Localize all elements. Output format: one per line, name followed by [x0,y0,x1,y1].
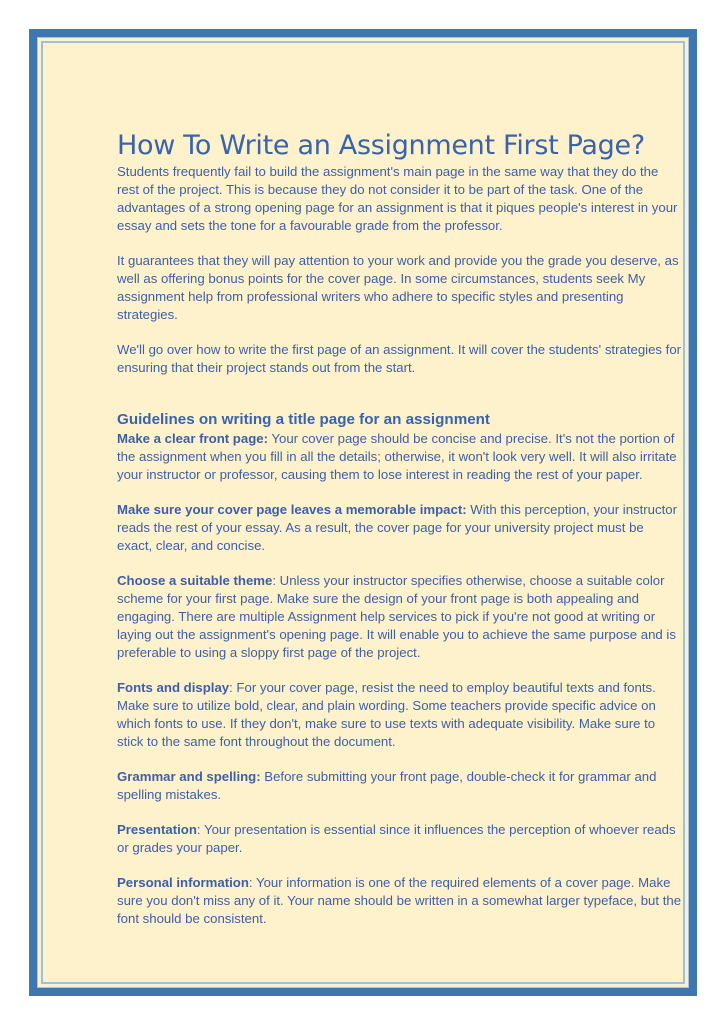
guideline-term: Make sure your cover page leaves a memorable impact: [117,502,467,517]
guideline-text: : For your cover page, resist the need to employ beautiful texts and fonts. Make sure to utilize bold, clear, and plain wording. Some teachers provide specific advice on which fonts to use. If they don't, make sure to use texts with adequate visibility. Make sure to stick to the same font throughout the document. [117,680,656,749]
guideline-memorable-impact [117,501,682,555]
guideline-clear-front-page [117,430,682,484]
guideline-text: With this perception, your instructor reads the rest of your essay. As a result, the cover page for your university project must be exact, clear, and concise. [117,502,677,553]
guideline-text: : Your presentation is essential since it influences the perception of whoever reads or grades your paper. [117,822,676,855]
document-page [29,29,697,996]
guideline-text: Before submitting your front page, double-check it for grammar and spelling mistakes. [117,769,657,802]
guideline-personal-information [117,874,682,928]
intro-paragraph-1: Students frequently fail to build the assignment's main page in the same way that they do the rest of the project. This is because they do not consider it to be part of the task. One of the advantages of a strong opening page for an assignment is that it piques people's interest in your essay and sets the tone for a favourable grade from the professor. [117,164,678,233]
guideline-term: Make a clear front page: [117,431,268,446]
guideline-text: : Your information is one of the required elements of a cover page. Make sure you don't miss any of it. Your name should be written in a somewhat larger typeface, but the font should be consistent. [117,875,682,926]
intro-paragraph-3: We'll go over how to write the first page of an assignment. It will cover the students' strategies for ensuring that their project stands out from the start. [117,342,682,375]
guideline-text: Your cover page should be concise and precise. It's not the portion of the assignment when you fill in all the details; otherwise, it won't look very well. It will also irritate your instructor or professor, causing them to lose interest in reading the rest of your paper. [117,431,677,482]
guideline-term: Personal information [117,875,249,890]
document-content [117,129,682,945]
intro-paragraph-2: It guarantees that they will pay attention to your work and provide you the grade you deserve, as well as offering bonus points for the cover page. In some circumstances, students seek My assignment help from professional writers who adhere to specific styles and presenting strategies. [117,253,679,322]
guideline-grammar-spelling [117,768,682,804]
guideline-fonts-display [117,679,682,751]
guideline-suitable-theme [117,572,682,662]
guideline-presentation [117,821,682,857]
guideline-term: Fonts and display [117,680,230,695]
guidelines-heading: Guidelines on writing a title page for an assignment [117,411,490,428]
guideline-term: Choose a suitable theme [117,573,273,588]
guideline-term: Presentation [117,822,197,837]
page-title: How To Write an Assignment First Page? [117,130,645,161]
guideline-text: : Unless your instructor specifies otherwise, choose a suitable color scheme for your first page. Make sure the design of your front page is both appealing and engaging. There are multiple Assignment help services to pick if you're not good at writing or laying out the assignment's opening page. It will enable you to achieve the same purpose and is preferable to using a sloppy first page of the project. [117,573,676,660]
guideline-term: Grammar and spelling: [117,769,261,784]
